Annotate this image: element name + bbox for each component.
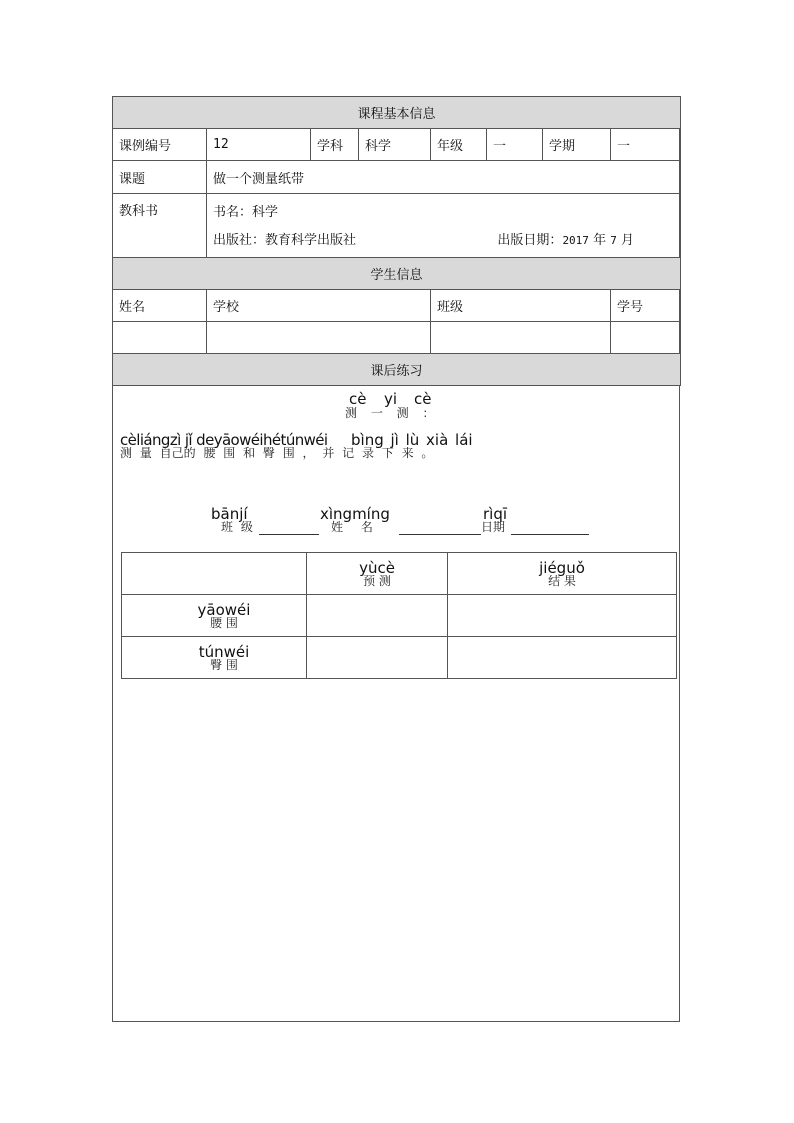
topic-label: 课题 [113,161,207,194]
exercise-header: 课后练习 [113,354,681,386]
lesson-no-value: 12 [207,129,311,161]
date-pinyin: rìqī [483,505,508,523]
predict-header [307,553,448,595]
waist-predict-cell[interactable] [307,595,448,637]
instruction-pinyin-2: bìng jì lù xià lái [351,431,473,449]
hip-pinyin: túnwéi [198,643,250,661]
waist-result-cell[interactable] [448,595,677,637]
hip-row-label [122,637,307,679]
name-label: 姓名 [113,290,207,322]
pub-year: 2017 [562,233,589,247]
subject-label: 学科 [311,129,359,161]
class-blank[interactable] [259,534,319,535]
name-blank[interactable] [399,534,481,535]
result-hanzi: 结 果 [548,574,576,588]
date-blank[interactable] [511,534,589,535]
title-hanzi: 测 一 测 ： [345,406,435,420]
publisher: 出版社：教育科学出版社 [213,232,357,248]
student-no-field[interactable] [611,322,681,354]
waist-hanzi: 腰 围 [210,616,238,630]
date-hanzi: 日期 [481,520,506,534]
worksheet [112,96,680,1022]
textbook-details [207,194,681,258]
term-label: 学期 [543,129,611,161]
pub-month: 7 [610,233,617,247]
instruction-pinyin-1: cèliángzì jǐ deyāowéihétúnwéi [120,431,328,449]
hip-hanzi: 臀 围 [210,658,238,672]
pub-date-label: 出版日期： [497,232,563,248]
class-label: 班级 [431,290,611,322]
name-pinyin: xìngmíng [320,505,390,523]
title-pinyin-2: yi [384,390,398,408]
info-table [112,96,681,386]
name-field[interactable] [113,322,207,354]
school-label: 学校 [207,290,431,322]
name-hanzi: 姓 名 [331,520,373,534]
title-pinyin-1: cè [349,390,367,408]
measurement-table [121,552,677,679]
grade-label: 年级 [431,129,487,161]
basic-info-header: 课程基本信息 [113,97,681,129]
school-field[interactable] [207,322,431,354]
instruction-hanzi: 测 量 自己的 腰 围 和 臀 围 ， 并 记 录 下 来 。 [120,446,434,460]
student-info-header: 学生信息 [113,258,681,290]
hip-predict-cell[interactable] [307,637,448,679]
subject-value: 科学 [359,129,431,161]
predict-hanzi: 预 测 [363,574,391,588]
class-field[interactable] [431,322,611,354]
result-header [448,553,677,595]
predict-pinyin: yùcè [359,559,395,577]
corner-cell [122,553,307,595]
result-pinyin: jiéguǒ [539,559,585,577]
publisher-line [213,227,674,255]
title-pinyin-3: cè [414,390,432,408]
topic-value: 做一个测量纸带 [207,161,681,194]
student-no-label: 学号 [611,290,681,322]
textbook-label: 教科书 [113,194,207,258]
book-name: 书名：科学 [213,204,279,220]
month-char: 月 [621,232,635,248]
hip-result-cell[interactable] [448,637,677,679]
term-value: 一 [611,129,681,161]
class-pinyin: bānjí [211,505,248,523]
lesson-no-label: 课例编号 [113,129,207,161]
exercise-area [113,385,679,1021]
year-char: 年 [593,232,607,248]
waist-pinyin: yāowéi [197,601,251,619]
class-hanzi: 班 级 [221,520,253,534]
waist-row-label [122,595,307,637]
pub-date [497,227,634,255]
grade-value: 一 [487,129,543,161]
